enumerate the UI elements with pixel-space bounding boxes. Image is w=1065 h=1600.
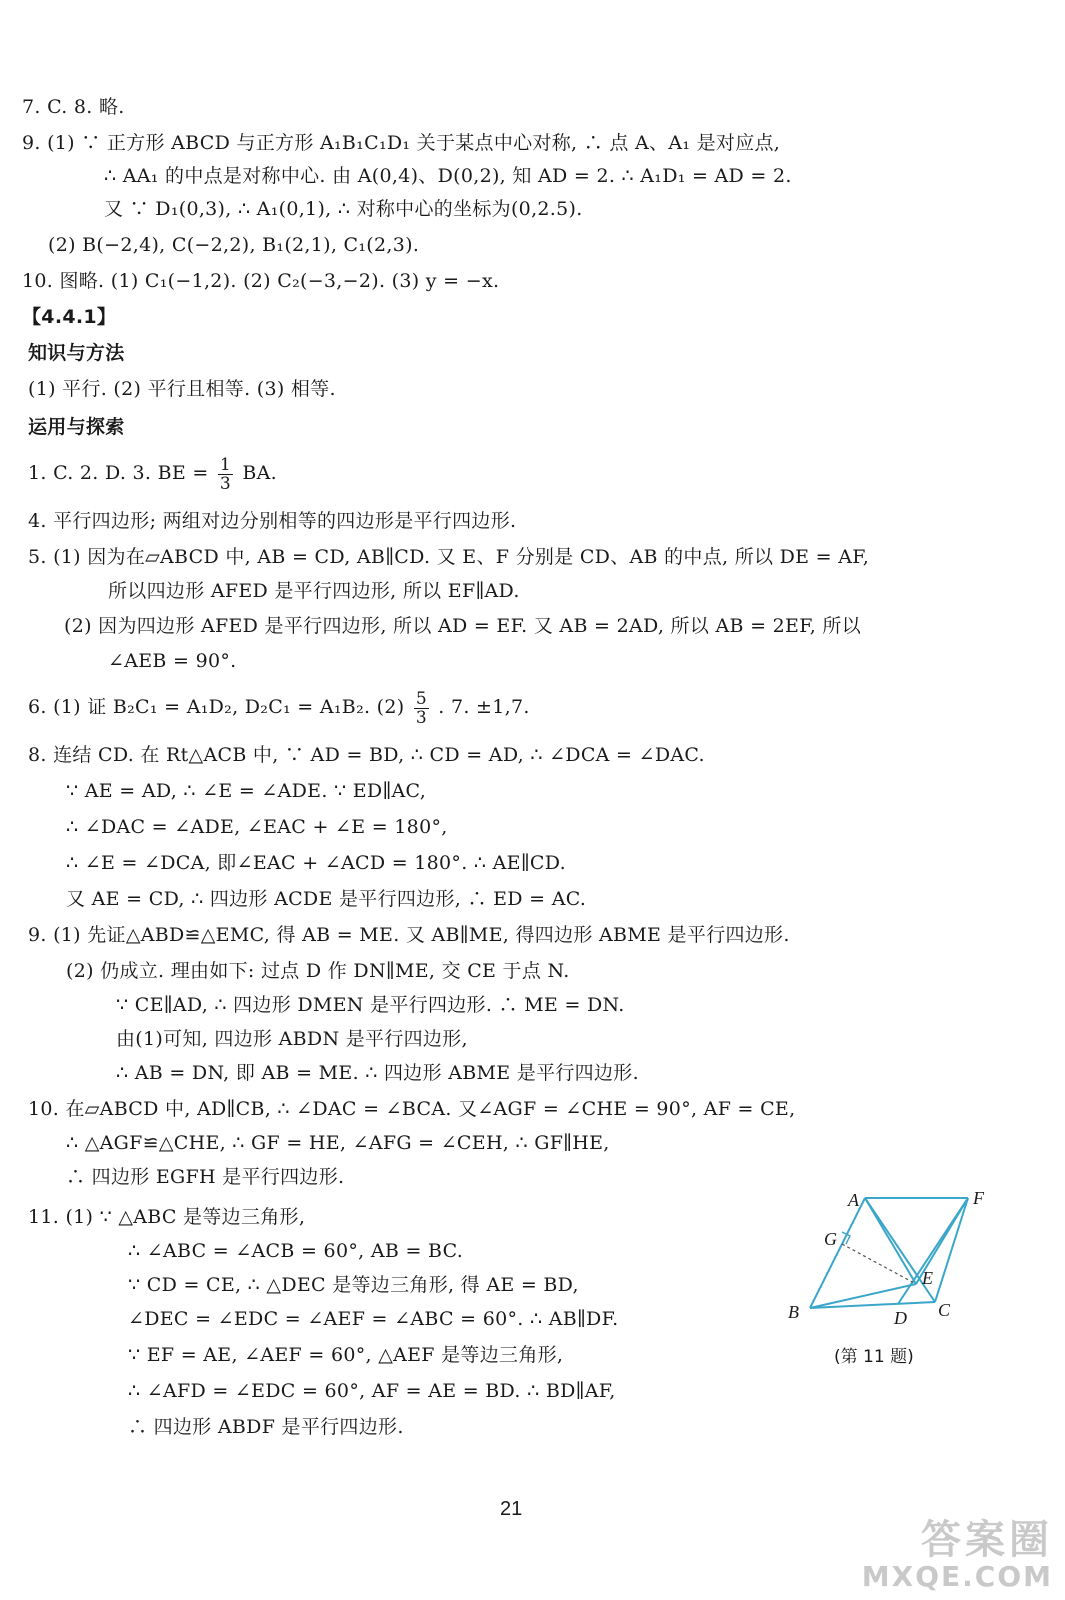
line-q9-1: 9. (1) ∵ 正方形 ABCD 与正方形 A₁B₁C₁D₁ 关于某点中心对称, ∴ 点 A、A₁ 是对应点, (22, 132, 781, 154)
line-q11-6: ∴ ∠AFD = ∠EDC = 60°, AF = AE = BD. ∴ BD∥AF, (128, 1380, 616, 1402)
heading-application: 运用与探索 (28, 416, 125, 438)
line-q9-3: 又 ∵ D₁(0,3), ∴ A₁(0,1), ∴ 对称中心的坐标为(0,2.5). (104, 198, 583, 220)
segment-ab (810, 1198, 865, 1308)
fraction-numerator: 5 (415, 688, 427, 709)
line-q8-4: ∴ ∠E = ∠DCA, 即∠EAC + ∠ACD = 180°. ∴ AE∥CD. (66, 852, 566, 874)
line-q9-2: ∴ AA₁ 的中点是对称中心. 由 A(0,4)、D(0,2), 知 AD = 2. ∴ A₁D₁ = AD = 2. (104, 165, 792, 187)
fraction-numerator: 1 (219, 454, 232, 475)
line-q9-part2: (2) B(−2,4), C(−2,2), B₁(2,1), C₁(2,3). (48, 234, 420, 256)
line-q9b-4: 由(1)可知, 四边形 ABDN 是平行四边形, (116, 1028, 468, 1050)
line-q11-2: ∴ ∠ABC = ∠ACB = 60°, AB = BC. (128, 1240, 464, 1262)
line-knowledge-answers: (1) 平行. (2) 平行且相等. (3) 相等. (28, 378, 336, 400)
line-q8-5: 又 AE = CD, ∴ 四边形 ACDE 是平行四边形, ∴ ED = AC. (66, 888, 587, 910)
label-g: G (824, 1229, 837, 1249)
line-q8-2: ∵ AE = AD, ∴ ∠E = ∠ADE. ∵ ED∥AC, (66, 780, 427, 802)
line-q4: 4. 平行四边形; 两组对边分别相等的四边形是平行四边形. (28, 510, 517, 532)
figure-lines (810, 1198, 968, 1308)
label-a: A (848, 1190, 859, 1210)
watermark (862, 1518, 1053, 1592)
line-q11-7: ∴ 四边形 ABDF 是平行四边形. (128, 1416, 404, 1438)
label-d: D (894, 1308, 907, 1328)
q6-text: 6. (1) 证 B₂C₁ = A₁D₂, D₂C₁ = A₁B₂. (2) (28, 696, 405, 718)
segment-fd (898, 1198, 968, 1304)
watermark-bottom: MXQE.COM (861, 1560, 1053, 1593)
fraction-denominator: 3 (219, 473, 232, 494)
q6-q7-tail: . 7. ±1,7. (438, 696, 530, 718)
segment-cf (935, 1198, 968, 1302)
label-b: B (788, 1302, 799, 1322)
watermark-top: 答案圈 (921, 1517, 1053, 1563)
answers-1-3-tail: BA. (242, 462, 278, 484)
line-q6-q7 (28, 686, 530, 728)
line-q5-2: 所以四边形 AFED 是平行四边形, 所以 EF∥AD. (108, 580, 520, 602)
segment-ae (865, 1198, 916, 1284)
label-e: E (922, 1268, 933, 1288)
line-answers-1-3 (28, 452, 277, 494)
figure-q11 (780, 1180, 1000, 1330)
line-q9b-5: ∴ AB = DN, 即 AB = ME. ∴ 四边形 ABME 是平行四边形. (116, 1062, 639, 1084)
line-q5-3: (2) 因为四边形 AFED 是平行四边形, 所以 AD = EF. 又 AB = 2AD, 所以 AB = 2EF, 所以 (64, 615, 862, 637)
line-q8-3: ∴ ∠DAC = ∠ADE, ∠EAC + ∠E = 180°, (66, 816, 448, 838)
fraction-one-third (218, 456, 233, 493)
line-q10: 10. 图略. (1) C₁(−1,2). (2) C₂(−3,−2). (3) y = −x. (22, 270, 500, 292)
label-f: F (973, 1188, 984, 1208)
heading-knowledge: 知识与方法 (28, 342, 125, 364)
figure-caption: (第 11 题) (834, 1347, 914, 1367)
section-title: 【4.4.1】 (22, 306, 117, 328)
fraction-five-thirds (414, 690, 429, 727)
line-q11-4: ∠DEC = ∠EDC = ∠AEF = ∠ABC = 60°. ∴ AB∥DF. (128, 1308, 619, 1330)
answers-1-3-text: 1. C. 2. D. 3. BE = (28, 462, 209, 484)
line-q5-4: ∠AEB = 90°. (108, 650, 237, 672)
line-q9b-1: 9. (1) 先证△ABD≌△EMC, 得 AB = ME. 又 AB∥ME, 得四边形 ABME 是平行四边形. (28, 924, 790, 946)
line-q10b-1: 10. 在▱ABCD 中, AD∥CB, ∴ ∠DAC = ∠BCA. 又∠AGF = ∠CHE = 90°, AF = CE, (28, 1098, 796, 1120)
line-q11-5: ∵ EF = AE, ∠AEF = 60°, △AEF 是等边三角形, (128, 1344, 564, 1366)
line-q8-1: 8. 连结 CD. 在 Rt△ACB 中, ∵ AD = BD, ∴ CD = AD, ∴ ∠DCA = ∠DAC. (28, 744, 705, 766)
line-q11-1: 11. (1) ∵ △ABC 是等边三角形, (28, 1206, 306, 1228)
line-q9b-2: (2) 仍成立. 理由如下: 过点 D 作 DN∥ME, 交 CE 于点 N. (66, 960, 570, 982)
fraction-denominator: 3 (415, 707, 427, 728)
line-q10b-2: ∴ △AGF≌△CHE, ∴ GF = HE, ∠AFG = ∠CEH, ∴ GF∥HE, (66, 1132, 610, 1154)
line-q9b-3: ∵ CE∥AD, ∴ 四边形 DMEN 是平行四边形. ∴ ME = DN. (116, 994, 625, 1016)
line-answers-7-8: 7. C. 8. 略. (22, 96, 125, 118)
page-number: 21 (500, 1498, 523, 1520)
line-q10b-3: ∴ 四边形 EGFH 是平行四边形. (66, 1166, 345, 1188)
line-q11-3: ∵ CD = CE, ∴ △DEC 是等边三角形, 得 AE = BD, (128, 1274, 579, 1296)
label-c: C (938, 1300, 951, 1320)
line-q5-1: 5. (1) 因为在▱ABCD 中, AB = CD, AB∥CD. 又 E、F 分别是 CD、AB 的中点, 所以 DE = AF, (28, 546, 870, 568)
